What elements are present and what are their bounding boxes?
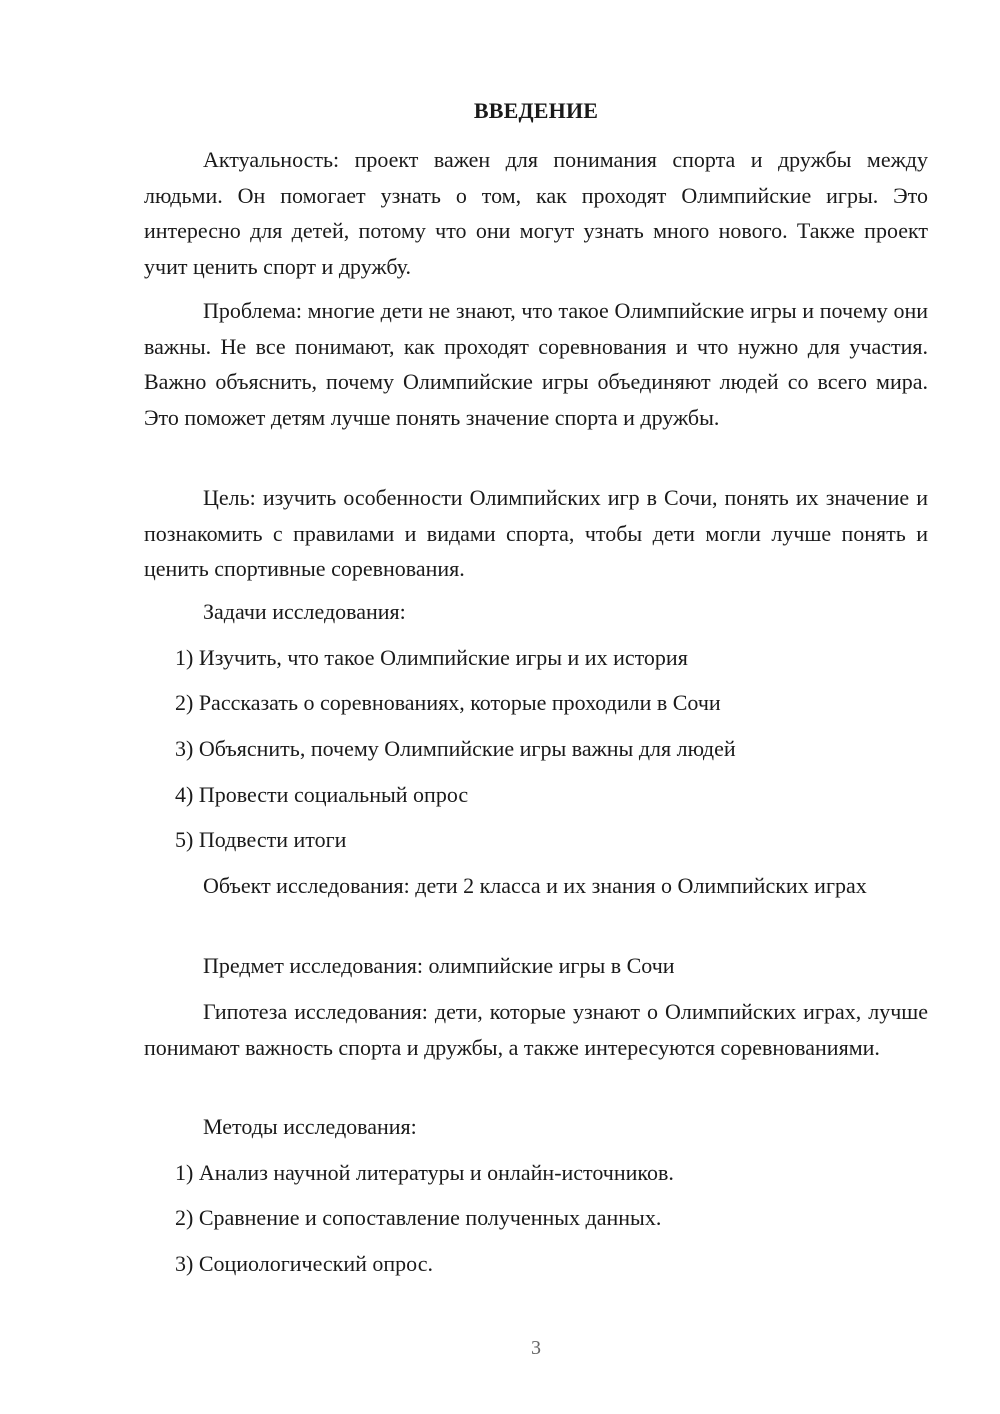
paragraph-relevance: Актуальность: проект важен для понимания спорта и дружбы между людьми. Он помогает узнать о том, как проходят Олимпийские игры. Это интересно для детей, потому что они могут узнать много нового. Также проект учит ценить спорт и дружбу. <box>144 147 928 279</box>
paragraph-problem: Проблема: многие дети не знают, что такое Олимпийские игры и почему они важны. Не все понимают, как проходят соревнования и что нужно для участия. Важно объяснить, почему Олимпийские игры объединяют людей со всего мира. Это поможет детям лучше понять значение спорта и дружбы. <box>144 298 928 430</box>
paragraph-object: Объект исследования: дети 2 класса и их знания о Олимпийских играх <box>203 873 867 898</box>
paragraph-hypothesis: Гипотеза исследования: дети, которые узнают о Олимпийских играх, лучше понимают важность спорта и дружбы, а также интересуются соревнованиями. <box>144 999 928 1060</box>
task-item-3: 3) Объяснить, почему Олимпийские игры важны для людей <box>175 736 736 761</box>
methods-title: Методы исследования: <box>203 1114 417 1139</box>
method-item-3: 3) Социологический опрос. <box>175 1251 433 1276</box>
task-item-1: 1) Изучить, что такое Олимпийские игры и их история <box>175 645 688 670</box>
tasks-title: Задачи исследования: <box>203 599 406 624</box>
task-item-5: 5) Подвести итоги <box>175 827 347 852</box>
task-item-4: 4) Провести социальный опрос <box>175 782 469 807</box>
task-item-2: 2) Рассказать о соревнованиях, которые проходили в Сочи <box>175 690 721 715</box>
method-item-1: 1) Анализ научной литературы и онлайн-источников. <box>175 1160 674 1185</box>
section-heading: ВВЕДЕНИЕ <box>473 98 599 123</box>
paragraph-subject: Предмет исследования: олимпийские игры в Сочи <box>203 953 675 978</box>
paragraph-goal: Цель: изучить особенности Олимпийских игр в Сочи, понять их значение и познакомить с правилами и видами спорта, чтобы дети могли лучше понять и ценить спортивные соревнования. <box>144 485 928 581</box>
page-number: 3 <box>531 1337 541 1359</box>
method-item-2: 2) Сравнение и сопоставление полученных данных. <box>175 1205 662 1230</box>
